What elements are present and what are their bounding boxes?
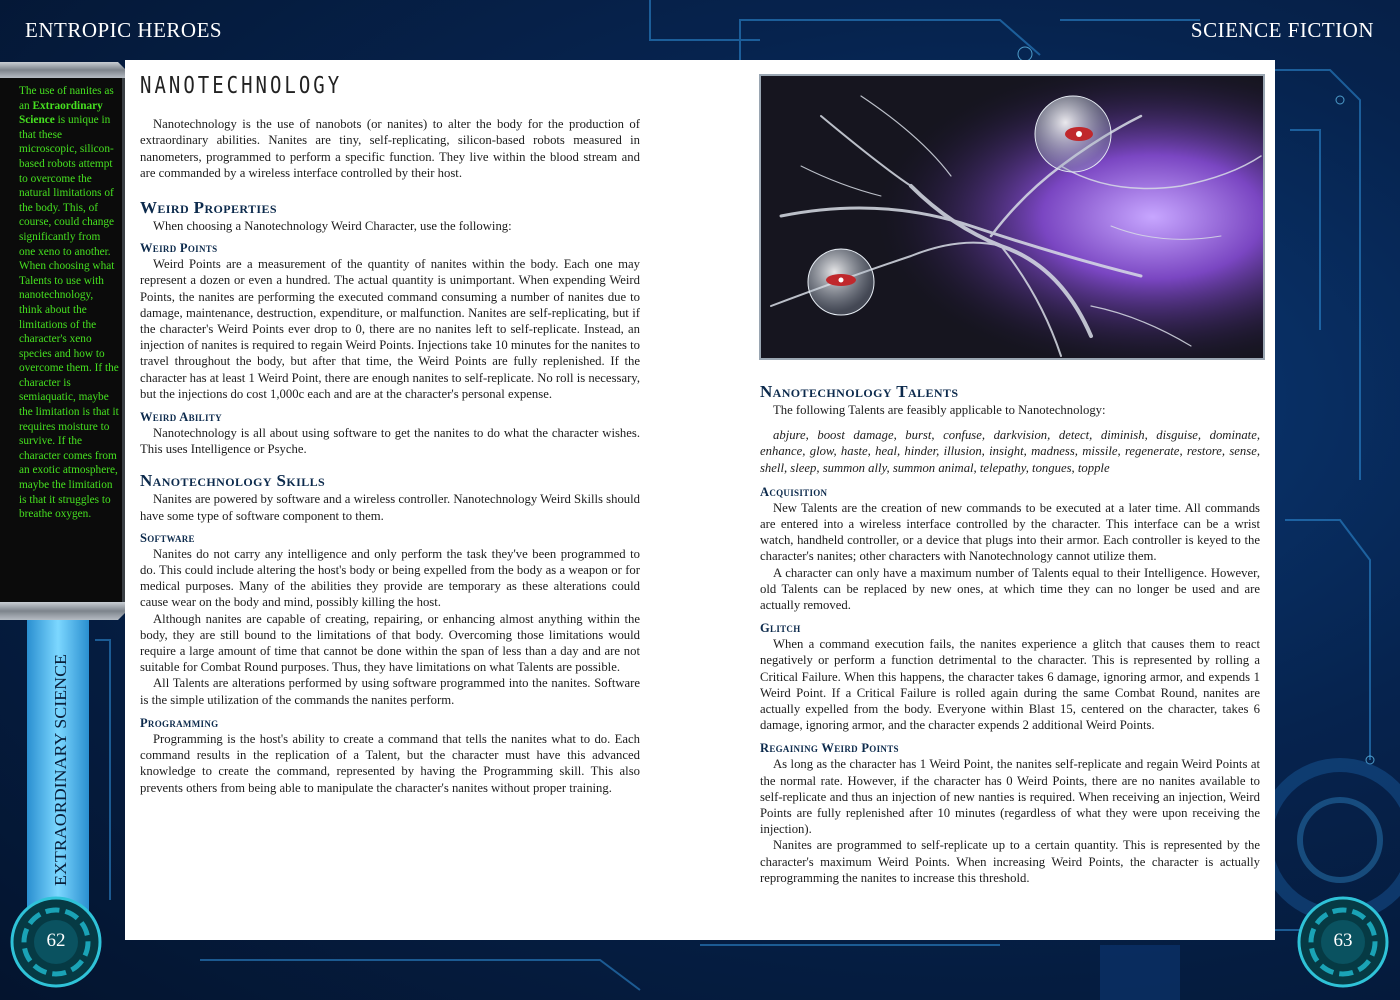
left-column xyxy=(140,60,640,796)
glitch-text: When a command execution fails, the nanites experience a glitch that causes them to react negatively or perform a function detrimental to the character. This is represented by rolling a Critical Failure. When this happens, the character takes 6 damage, ignoring armor, and expends 1 Weird Point. If a Critical Failure is rolled again during the same Combat Round, nanites are actually expelled from the body. Everyone within Blast 15, centered on the character, takes 6 damage, ignoring armor, and the character expends 2 additional Weird Points. xyxy=(760,637,1260,733)
regaining-paragraph-1: As long as the character has 1 Weird Point, the nanites self-replicate and regain Weird Points at the normal rate. However, if the character has 0 Weird Points, there are no nanites available to self-replicate and thus an injection of new nanties is required. When receiving an injection, Weird Points are fully replenished after 10 minutes (regardless of what they were upon receiving the injection). xyxy=(760,757,1260,837)
weird-points-text: Weird Points are a measurement of the quantity of nanites within the body. Each one may represent a dozen or even a hundred. The actual quantity is unimportant. When expending Weird Points, the nanites are performing the executed command consuming a number of nanites due to damage, maintenance, destruction, expenditure, or malfunction. Nanites are self-replicating, but if the character's Weird Points ever drop to 0, there are no nanites left to self-replicate. Instead, an injection of nanites is required to regain Weird Points. Injections take 10 minutes for the nanites to travel throughout the body, but after that time, the Weird Points are fully replenished. If the character has at least 1 Weird Point, there are enough nanites to self-replicate. No roll is necessary, but the injections do cost 1,000c each and are at the character's personal expense. xyxy=(140,257,640,401)
page-title: NANOTECHNOLOGY xyxy=(140,72,343,100)
page-number-right: 63 xyxy=(1333,930,1353,951)
software-paragraph-2: Although nanites are capable of creating, repairing, or enhancing almost anything within the body, they are still bound to the limitations of that body. Overcoming those limitations would require a large amount of time that cannot be done within the span of less than a day and are not suitable for Combat Round purposes. Thus, they have limitations on what Talents are possible. xyxy=(140,611,640,675)
chapter-tab-text: EXTRAORDINARY SCIENCE xyxy=(51,666,70,886)
software-paragraph-3: All Talents are alterations performed by using software programmed into the nanites. Software is the simple utilization of the commands the nanites perform. xyxy=(140,676,640,707)
sidebar-text-emphasis: Extraordinary Science xyxy=(19,99,103,127)
weird-properties-intro: When choosing a Nanotechnology Weird Character, use the following: xyxy=(153,219,512,234)
weird-points-heading: Weird Points xyxy=(140,241,218,256)
right-column xyxy=(760,382,1260,886)
genre-header: SCIENCE FICTION xyxy=(1190,18,1374,42)
weird-ability-text: Nanotechnology is all about using software to get the nanites to do what the character wishes. This uses Intelligence or Psyche. xyxy=(140,426,640,457)
weird-ability-heading: Weird Ability xyxy=(140,410,222,425)
acquisition-heading: Acquisition xyxy=(760,484,828,499)
page-spread xyxy=(125,60,1275,940)
acquisition-paragraph-1: New Talents are the creation of new commands to be executed at a later time. All commands are entered into a wireless interface controlled by the character. This interface can be a wrist watch, handheld controller, or a device that plugs into their armor. Each controller is keyed to the character's nanites; other characters with Nanotechnology cannot utilize them. xyxy=(760,500,1260,564)
weird-properties-heading: Weird Properties xyxy=(140,198,277,218)
programming-text: Programming is the host's ability to create a command that tells the nanites what to do. Each command results in the replication of a Talent, but the character must have this advanced knowledge to create the command, represented by having the Programming skill. This also prevents others from being able to manipulate the character's nanites without proper training. xyxy=(140,731,640,795)
sidebar-text-body: is unique in that these microscopic, silicon-based robots attempt to overcome the natural limitations of the body. This, of course, could change significantly from one xeno to another. When choosing what Talents to use with nanotechnology, think about the limitations of the character's xeno species and how to overcome them. If the character is semiaquatic, maybe the limitation is that it requires moisture to survive. If the character comes from an exotic atmosphere, maybe the limitation is that it struggles to breathe oxygen. xyxy=(19,114,119,521)
book-title-header: ENTROPIC HEROES xyxy=(25,18,223,42)
talents-list: abjure, boost damage, burst, confuse, darkvision, detect, diminish, disguise, dominate, enhance, glow, haste, heal, hinder, illusion, insight, madness, missile, regenerate, restore, sense, shell, sleep, summon ally, summon animal, telepathy, tongues, topple xyxy=(760,428,1260,475)
nanotech-skills-heading: Nanotechnology Skills xyxy=(140,471,326,491)
nanotech-skills-intro: Nanites are powered by software and a wireless controller. Nanotechnology Weird Skills should have some type of software component to them. xyxy=(140,492,640,523)
sidebar-callout xyxy=(0,60,130,620)
nanite-neuron-illustration xyxy=(759,74,1265,360)
regaining-paragraph-2: Nanites are programmed to self-replicate up to a certain quantity. This is represented by the character's maximum Weird Points. When increasing Weird Points, the character is actually reprogramming the nanites to increase this threshold. xyxy=(760,838,1260,885)
glitch-heading: Glitch xyxy=(760,621,801,636)
regaining-weird-points-heading: Regaining Weird Points xyxy=(760,741,899,756)
nanotech-talents-intro: The following Talents are feasibly applicable to Nanotechnology: xyxy=(773,403,1106,417)
sidebar-text xyxy=(19,84,119,522)
nanotech-talents-heading: Nanotechnology Talents xyxy=(760,382,959,401)
acquisition-paragraph-2: A character can only have a maximum number of Talents equal to their Intelligence. However, old Talents can be replaced by new ones, at which time they can no longer be used and are actually removed. xyxy=(760,565,1260,613)
software-heading: Software xyxy=(140,530,195,545)
software-paragraph-1: Nanites do not carry any intelligence and only perform the task they've been programmed to do. This could include altering the host's body or being expelled from the body as a weapon or for medical purposes. Many of the abilities they provide are temporary as these alterations could cause wear on the body and mind, possibly killing the host. xyxy=(140,546,640,610)
page-number-left: 62 xyxy=(46,930,66,951)
intro-paragraph: Nanotechnology is the use of nanobots (or nanites) to alter the body for the production of extraordinary abilities. Nanites are tiny, self-replicating, silicon-based robots measured in nanometers, programmed to perform a specific function. They live within the blood stream and are commanded by a wireless interface controlled by their host. xyxy=(140,117,640,180)
chapter-tab-label xyxy=(38,650,78,890)
programming-heading: Programming xyxy=(140,715,219,730)
sidebar-text-lead: The use of nanites as an xyxy=(19,85,114,112)
